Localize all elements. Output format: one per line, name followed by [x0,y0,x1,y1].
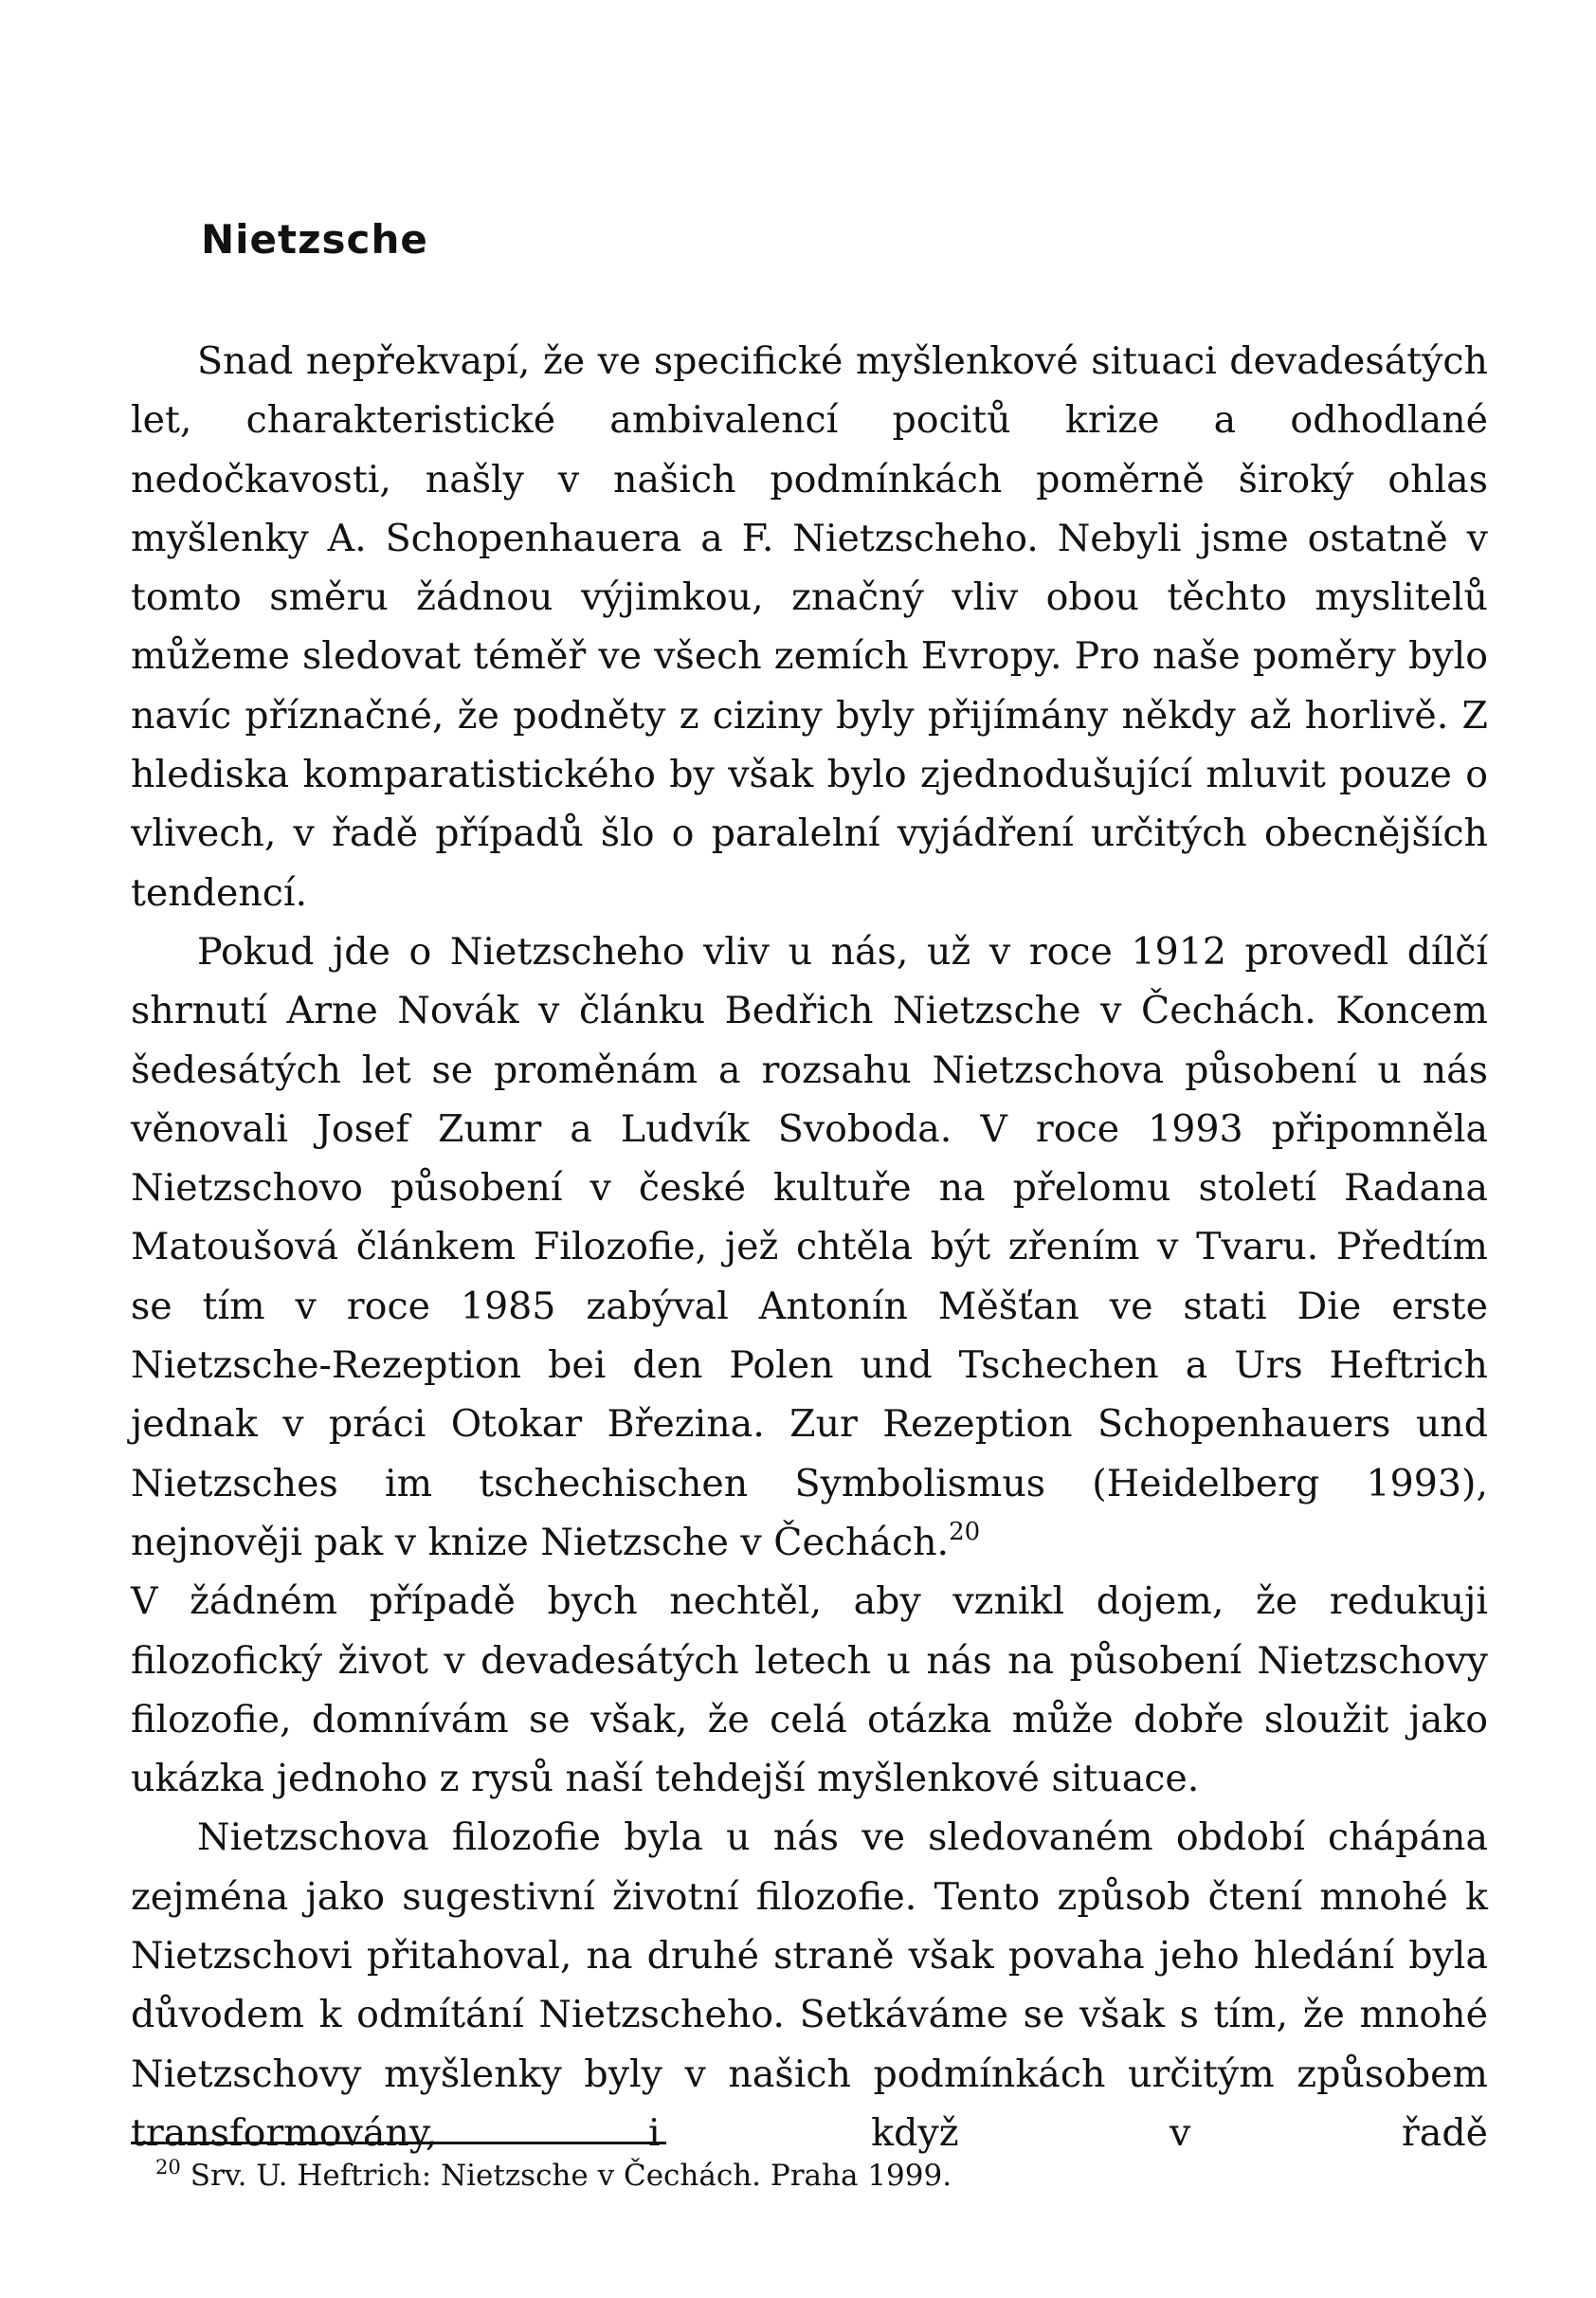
paragraph-2 [131,922,1488,1572]
chapter-heading: Nietzsche [201,216,428,263]
paragraph-2-text: Pokud jde o Nietzscheho vliv u nás, už v roce 1912 provedl dílčí shrnutí Arne Novák v článku Bedřich Nietzsche v Čechách. Koncem šedesátých let se proměnám a rozsahu Nietzschova působení u nás věnovali Josef Zumr a Ludvík Svoboda. V roce 1993 připomněla Nietzschovo působení v české kultuře na přelomu století Radana Matoušová článkem Filozofie, jež chtěla být zřením v Tvaru. Předtím se tím v roce 1985 zabýval Antonín Měšťan ve stati Die erste Nietzsche-Rezeption bei den Polen und Tschechen a Urs Heftrich jednak v práci Otokar Březina. Zur Rezeption Schopenhauers und Nietzsches im tschechischen Symbolismus (Heidelberg 1993), nejnověji pak v knize Nietzsche v Čechách. [131,929,1488,1564]
paragraph-1: Snad nepřekvapí, že ve specifické myšlenkové situaci devadesátých let, charakteristické ambivalencí pocitů krize a odhodlané nedočkavosti, našly v našich podmínkách poměrně široký ohlas myšlenky A. Schopenhauera a F. Nietzscheho. Nebyli jsme ostatně v tomto směru žádnou výjimkou, značný vliv obou těchto myslitelů můžeme sledovat téměř ve všech zemích Evropy. Pro naše poměry bylo navíc příznačné, že podněty z ciziny byly přijímány někdy až horlivě. Z hlediska komparatistického by však bylo zjednodušující mluvit pouze o vlivech, v řadě případů šlo o paralelní vyjádření určitých obecnějších tendencí. [131,339,1488,915]
footnote-reference: 20 [949,1517,981,1546]
footnote-number: 20 [155,2156,181,2179]
paragraph-3: V žádném případě bych nechtěl, aby vznikl dojem, že redukuji filozofický život v devadesátých letech u nás na působení Nietzschovy filozofie, domnívám se však, že celá otázka může dobře sloužit jako ukázka jednoho z rysů naší tehdejší myšlenkové situace. [131,1579,1488,1801]
footnote-text: Srv. U. Heftrich: Nietzsche v Čechách. Praha 1999. [190,2159,952,2193]
footnote-divider [131,2142,666,2144]
footnote [155,2157,952,2195]
body-text [131,332,1488,2162]
paragraph-4: Nietzschova filozofie byla u nás ve sledovaném období chápána zejména jako sugestivní životní filozofie. Tento způsob čtení mnohé k Nietzschovi přitahoval, na druhé straně však povaha jeho hledání byla důvodem k odmítání Nietzscheho. Setkáváme se však s tím, že mnohé Nietzschovy myšlenky byly v našich podmínkách určitým způsobem transformovány, i když v řadě [131,1815,1488,2155]
